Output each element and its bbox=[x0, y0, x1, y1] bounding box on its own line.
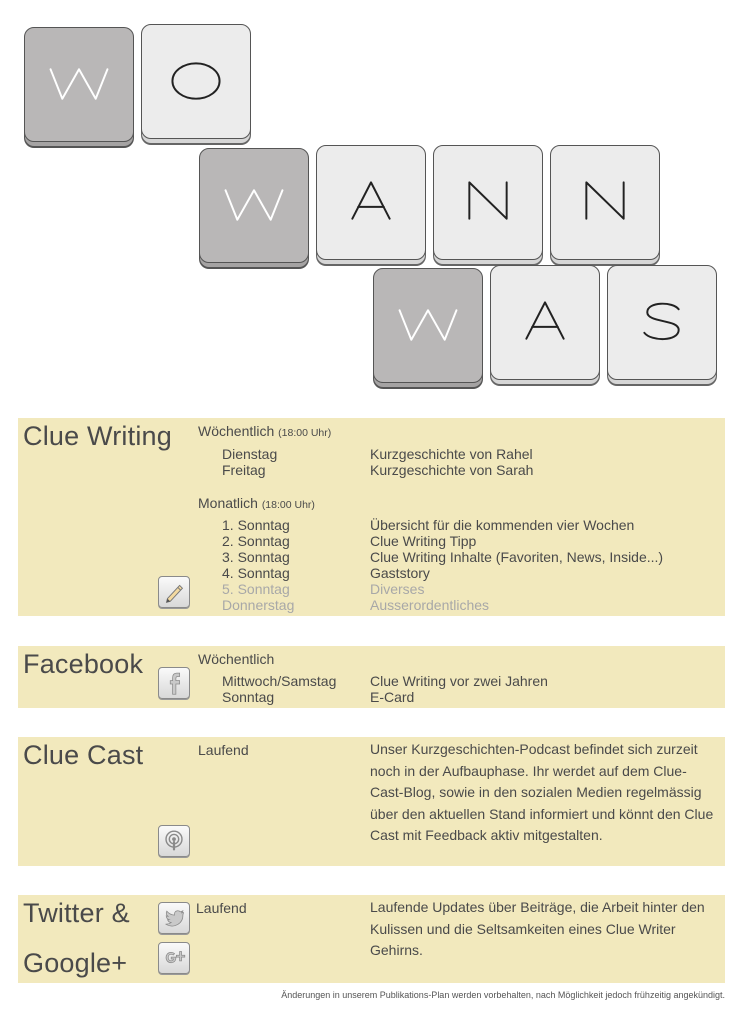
schedule-day: 4. Sonntag bbox=[222, 565, 290, 581]
section-twitter-google bbox=[18, 895, 725, 983]
facebook-icon[interactable] bbox=[158, 667, 190, 699]
key-w bbox=[199, 148, 309, 263]
schedule-desc: Kurzgeschichte von Rahel bbox=[370, 446, 533, 462]
schedule-day: 2. Sonntag bbox=[222, 533, 290, 549]
schedule-desc: Clue Writing Tipp bbox=[370, 533, 477, 549]
section-description: Laufende Updates über Beiträge, die Arbeit hinter den Kulissen und die Seltsamkeiten eines Clue Writer Gehirns. bbox=[370, 899, 705, 958]
monthly-label: Monatlich (18:00 Uhr) bbox=[198, 495, 315, 511]
section-title: Google+ bbox=[23, 948, 128, 978]
section-facebook bbox=[18, 646, 725, 708]
schedule-desc: E-Card bbox=[370, 689, 415, 705]
podcast-icon[interactable] bbox=[158, 825, 190, 857]
schedule-day: Mittwoch/Samstag bbox=[222, 673, 337, 689]
schedule-desc: Clue Writing Inhalte (Favoriten, News, Inside...) bbox=[370, 549, 664, 565]
key-w bbox=[373, 268, 483, 383]
key-n bbox=[550, 145, 660, 260]
key-o bbox=[141, 24, 251, 139]
key-a bbox=[316, 145, 426, 260]
key-a bbox=[490, 265, 600, 380]
pencil-icon[interactable] bbox=[158, 576, 190, 608]
key-n bbox=[433, 145, 543, 260]
twitter-icon[interactable] bbox=[158, 902, 190, 934]
schedule-day: 5. Sonntag bbox=[222, 581, 290, 597]
section-title: Clue Writing bbox=[23, 421, 172, 451]
schedule-day: 1. Sonntag bbox=[222, 517, 290, 533]
schedule-desc: Diverses bbox=[370, 581, 425, 597]
section-clue-cast bbox=[18, 737, 725, 866]
frequency-label: Laufend bbox=[198, 742, 249, 758]
schedule-desc: Ausserordentliches bbox=[370, 597, 490, 613]
schedule-day: Donnerstag bbox=[222, 597, 295, 613]
key-w bbox=[24, 27, 134, 142]
section-description: Unser Kurzgeschichten-Podcast befindet sich zurzeit noch in der Aufbauphase. Ihr werdet auf dem Clue-Cast-Blog, sowie in den sozialen Medien regelmässig über den aktuellen Stand informiert und könnt den Clue Cast mit Feedback aktiv mitgestalten. bbox=[370, 741, 714, 843]
weekly-label: Wöchentlich (18:00 Uhr) bbox=[198, 423, 332, 439]
section-title: Twitter & bbox=[23, 898, 130, 928]
footnote: Änderungen in unserem Publikations-Plan werden vorbehalten, nach Möglichkeit jedoch frühzeitig angekündigt. bbox=[281, 990, 725, 1000]
schedule-day: 3. Sonntag bbox=[222, 549, 290, 565]
schedule-day: Freitag bbox=[222, 462, 266, 478]
frequency-label: Laufend bbox=[196, 900, 247, 916]
key-s bbox=[607, 265, 717, 380]
weekly-label: Wöchentlich bbox=[198, 651, 275, 667]
schedule-day: Dienstag bbox=[222, 446, 278, 462]
schedule-desc: Kurzgeschichte von Sarah bbox=[370, 462, 534, 478]
schedule-desc: Gaststory bbox=[370, 565, 430, 581]
section-clue-writing bbox=[18, 418, 725, 616]
schedule-desc: Übersicht für die kommenden vier Wochen bbox=[370, 517, 635, 533]
section-title: Facebook bbox=[23, 649, 144, 679]
schedule-day: Sonntag bbox=[222, 689, 275, 705]
schedule-desc: Clue Writing vor zwei Jahren bbox=[370, 673, 548, 689]
section-title: Clue Cast bbox=[23, 740, 144, 770]
google-plus-icon[interactable] bbox=[158, 942, 190, 974]
